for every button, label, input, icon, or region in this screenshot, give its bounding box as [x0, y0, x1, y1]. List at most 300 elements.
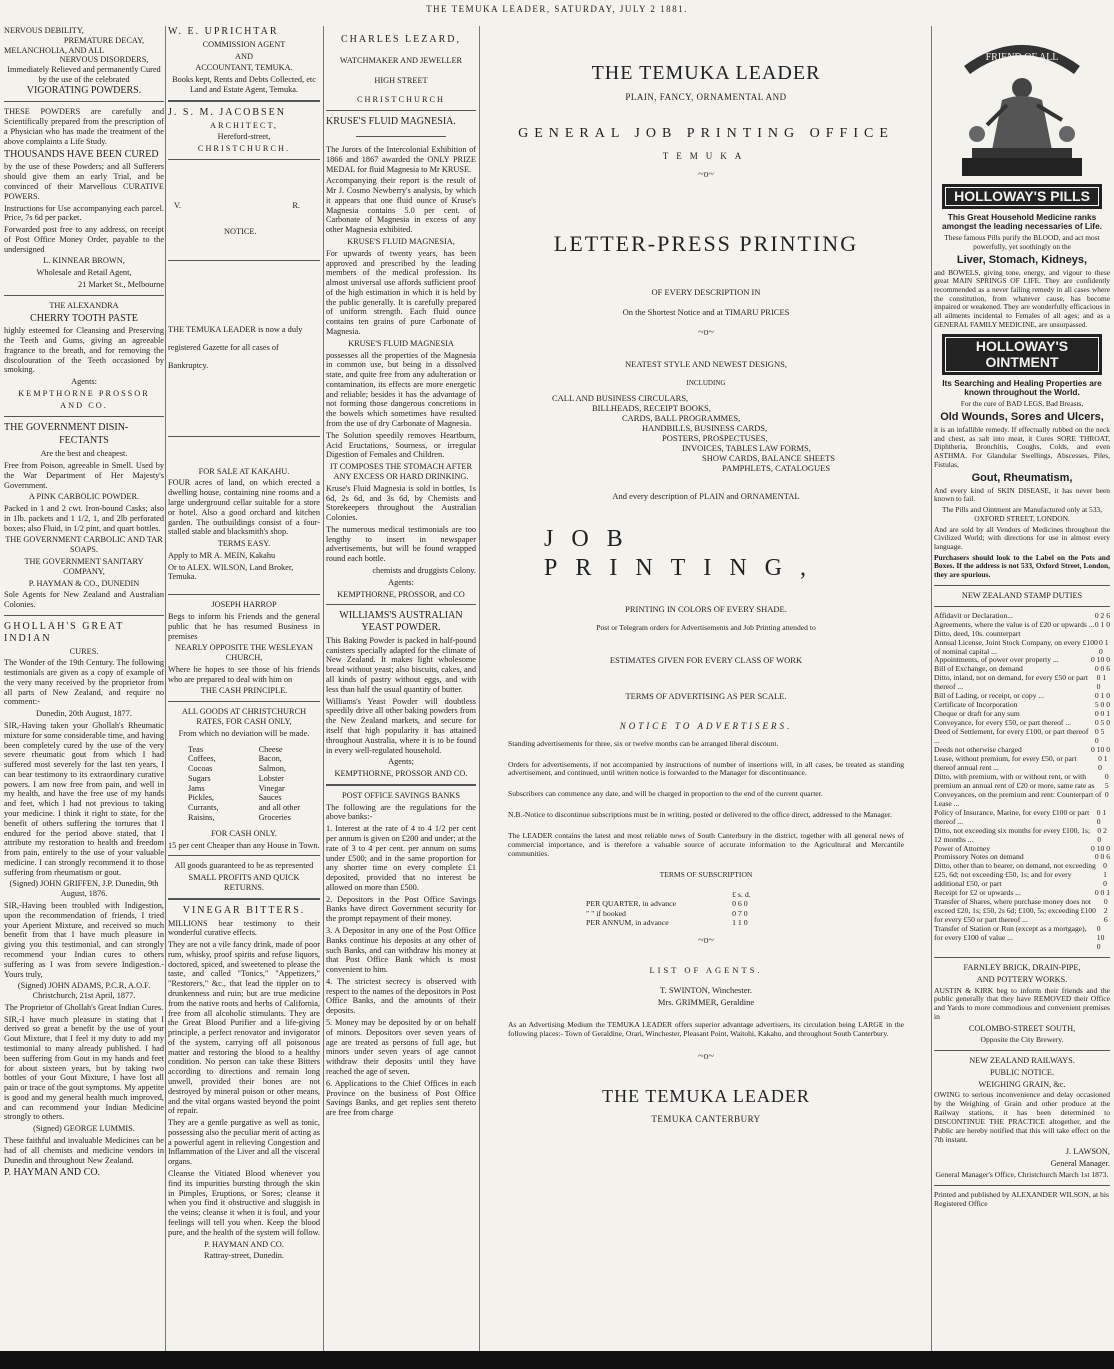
leader-line: ESTIMATES GIVEN FOR EVERY CLASS OF WORK [609, 654, 803, 665]
ad-text: 2. Depositors in the Post Office Savings Banks have direct Government security for the prompt repayment of their money. [326, 894, 476, 924]
ad-heading: Liver, Stomach, Kidneys, [956, 253, 1088, 266]
ad-text: For the cure of BAD LEGS, Bad Breasts, [960, 399, 1084, 409]
ad-text: MILLIONS bear testimony to their wonderful curative effects. [168, 918, 320, 938]
ad-line: Agents: [71, 377, 97, 387]
agent: T. SWINTON, Winchester. [660, 984, 752, 995]
leader-line: INCLUDING [686, 378, 726, 387]
ad-heading: CHERRY TOOTH PASTE [30, 312, 138, 324]
ad-text: 4. The strictest secrecy is observed with respect to the names of the depositors in Post Office Banks, and the amounts of their deposits. [326, 976, 476, 1016]
ad-text: Instructions for Use accompanying each parcel. Price, 7s 6d per packet. [4, 203, 164, 223]
ad-nervous [4, 26, 164, 290]
ad-text: And are sold by all Vendors of Medicines throughout the Civilized World; with directions for use in almost every language. [934, 524, 1110, 551]
goods-item: Vinegar [258, 783, 285, 793]
ad-line: PREMATURE DECAY, [63, 35, 145, 45]
printing-kind: PAMPHLETS, CATALOGUES [722, 463, 831, 474]
duty-amount: 0 1 0 [1099, 637, 1109, 656]
ad-text: For upwards of twenty years, has been approved and prescribed by the leading members of the medical profession. Its almost universal use affords sufficient proof of the high estimation in which it is held by the public generally. It is carefully prepared of uniform strength. Each fluid ounce contains ten grains of pure Carbonate of Magnesia. [326, 248, 476, 336]
ad-text: These famous Pills purify the BLOOD, and act most powerfully, yet soothingly on the [944, 233, 1100, 251]
ad-signature: P. HAYMAN AND CO. [204, 1239, 284, 1249]
masthead: THE TEMUKA LEADER, SATURDAY, JULY 2 1881. [426, 4, 688, 14]
list-item [934, 898, 1110, 925]
ad-text: Cleanse the Vitiated Blood whenever you find its impurities bursting through the skin in Pimples, Eruptions, or Sores; cleanse it when you find it obstructive and sluggish in the veins; cleanse it when it is foul, and your feelings will tell you when. Keep the blood pure, and the health of the system will follow. [168, 1169, 320, 1237]
ad-heading: CHARLES LEZARD, [341, 34, 461, 45]
ad-signature: (Signed) JOHN ADAMS, P.C.R, A.O.F. Christchurch, 21st April, 1877. [17, 981, 151, 1001]
list-item [934, 728, 1110, 746]
ad-text: All goods guaranteed to be as represented [174, 861, 314, 871]
ad-line: KEMPTHORNE PROSSOR [18, 389, 150, 399]
ad-text: The following are the regulations for the above banks:- [326, 802, 476, 822]
duty-amount: 0 10 0 [1091, 745, 1110, 755]
column-4-leader-ad [482, 26, 930, 1351]
subscription-amount: 0 7 0 [732, 908, 748, 918]
ad-line: P. HAYMAN & CO., DUNEDIN [28, 578, 140, 588]
ad-heading: THE GOVERNMENT SANITARY COMPANY, [24, 557, 144, 576]
ad-text: chemists and druggists Colony. [372, 565, 476, 575]
ad-text: highly esteemed for Cleansing and Preserving the Teeth and Gums, giving an agreeable fragrance to the breath, and for removing the discolouration of the Teeth occasioned by smoking. [4, 326, 164, 375]
ad-text: Books kept, Rents and Debts Collected, etc Land and Estate Agent, Temuka. [172, 75, 316, 94]
duty-label: Ditto, with premium, with or without rent, or with premium an annual rent of £20 or more, same rate as Conveyances, on the premium and rent: Counterpart of Lease ... [934, 771, 1102, 808]
divider [4, 416, 164, 417]
ad-line: CHRISTCHURCH. [197, 144, 291, 154]
printing-kind: CALL AND BUSINESS CIRCULARS, [552, 393, 689, 404]
ad-text: Dunedin, 20th August, 1877. [36, 709, 132, 719]
duty-label: Transfer of Station or Run (except as a mortgage), for every £100 of value ... [934, 924, 1087, 943]
ad-heading: Gout, Rheumatism, [971, 471, 1073, 484]
subscription-label: PER ANNUM, in advance [586, 917, 669, 927]
friend-banner: FRIEND OF ALL [985, 52, 1059, 63]
duty-amount: 0 1 0 [1094, 691, 1110, 701]
ad-text: 21 Market St., Melbourne [78, 280, 164, 289]
ad-line: COMMISSION AGENT [202, 39, 286, 49]
duty-amount: 0 0 6 [1094, 664, 1110, 674]
ad-line: HIGH STREET [374, 75, 428, 85]
goods-left [188, 745, 219, 823]
ad-text: The Solution speedily removes Heartburn, Acid Eructations, Sourness, or irregular Digestion of Females and Children. [326, 430, 476, 460]
ad-heading: KRUSE'S FLUID MAGNESIA. [326, 116, 456, 128]
duty-amount: 0 5 0 [1104, 771, 1109, 799]
divider [168, 436, 320, 437]
duty-label: Agreements, where the value is of £20 or upwards ... [934, 619, 1095, 629]
ad-ghollah [4, 621, 164, 1179]
ad-heading: KRUSE'S FLUID MAGNESIA [348, 338, 454, 348]
ad-text: possesses all the properties of the Magnesia in common use, but being in a dissolved state, and quite free from any adulteration or contamination, its effects are more energetic and reliable; besides it has the advantage of not forming those dangerous concretions in the bowels which sometimes have resulted from the use of dry Carbonate of Magnesia. [326, 350, 476, 429]
subscription-label: " " if booked [586, 908, 626, 918]
ornament: ~o~ [698, 934, 714, 946]
column-3 [326, 26, 476, 1351]
divider [4, 101, 164, 102]
ad-heading: W. E. UPRICHTAR [168, 26, 279, 37]
duty-amount: 0 10 0 [1096, 924, 1105, 951]
ad-text: 5. Money may be deposited by or on behalf of minors. Depositors over seven years of age are treated as persons of full age, but minors under seven years of age cannot withdraw their deposits until they have reached the age of seven. [326, 1018, 476, 1076]
ad-text: SIR,-I have much pleasure in stating that I derived so great a benefit by the use of your Gout Mixture, that I feel it my duty to add my testimonial to many already published. I had been suffering from Gout in my hands and feet for about sixteen years, but by taking two bottles of your Gout Mixture, I have lost all pain or trace of the gout symptoms. My appetite is good and my general health much improved, and can recommend your Indian Medicine strongly to others. [4, 1014, 164, 1122]
ad-heading: FARNLEY BRICK, DRAIN-PIPE, [963, 962, 1081, 972]
duty-label: Lease, without premium, for every £50, or part thereof annual rent ... [934, 753, 1077, 772]
ad-text: 3. A Depositor in any one of the Post Office Banks continue his deposits at any other of such Banks, and can withdraw his money at that Post Office Bank which is most convenient to him. [326, 926, 476, 975]
ad-signature: P. HAYMAN AND CO. [4, 1167, 101, 1179]
leader-line: OF EVERY DESCRIPTION IN [651, 287, 761, 298]
duty-amount: 0 0 1 [1094, 888, 1110, 898]
duty-label: Power of Attorney [934, 843, 991, 853]
ad-text: Or to ALEX. WILSON, Land Broker, Temuka. [168, 562, 294, 582]
divider [326, 784, 476, 786]
ad-text: The Proprietor of Ghollah's Great Indian Cures. [4, 1002, 164, 1012]
ad-heading: IT COMPOSES THE STOMACH AFTER ANY EXCESS OR HARD DRINKING. [330, 462, 472, 481]
list-item [934, 862, 1110, 889]
ad-sale [168, 467, 320, 583]
goods-item: Sugars [187, 773, 211, 783]
ad-heading: WILLIAMS'S AUSTRALIAN YEAST POWDER. [339, 610, 463, 634]
notice-text: The LEADER contains the latest and most reliable news of South Canterbury in the district, together with all general news of commercial importance, and is therefore a valuable source of accurate information to the Agricultural and Mercantile communities. [508, 831, 904, 859]
goods-item: Pickles, [187, 793, 215, 803]
goods-item: and all other [258, 803, 301, 813]
duty-label: Ditto, deed, 10s. counterpart [934, 628, 1021, 638]
ad-heading: NEW ZEALAND RAILWAYS. [969, 1056, 1075, 1066]
subscription-amount: 1 1 0 [732, 917, 748, 927]
subscription-label: PER QUARTER, in advance [586, 899, 677, 909]
ad-disinfectants [4, 422, 164, 610]
duty-amount: 0 1 0 [1096, 673, 1107, 692]
agent: Mrs. GRIMMER, Geraldine [657, 996, 755, 1007]
stamp-duties-list [934, 612, 1110, 952]
ad-heading: This Great Household Medicine ranks amongst the leading necessaries of Life. [942, 211, 1102, 232]
ad-line: V. [174, 200, 181, 210]
ad-line: ARCHITECT, [209, 120, 278, 130]
ad-line: THE ALEXANDRA [49, 300, 119, 310]
ad-line: AND [235, 51, 253, 61]
ad-cherry [4, 301, 164, 411]
ad-text: From which no deviation will be made. [178, 728, 310, 738]
column-rule [165, 26, 166, 1351]
divider [934, 1050, 1110, 1051]
goods-item: Jams [187, 783, 205, 793]
ad-uprichtar [168, 26, 320, 95]
list-item [934, 809, 1110, 827]
ad-heading: POST OFFICE SAVINGS BANKS [342, 790, 460, 800]
duty-amount: 0 10 0 [1091, 655, 1110, 665]
ad-lezard [326, 34, 476, 105]
duty-label: Promissory Notes on demand [934, 852, 1024, 862]
ad-heading: CURES. [69, 646, 99, 656]
ad-text: OWING to serious inconvenience and delay occasioned by the Weighing of Grain and other produce at the Railway stations, it has been determined to DISCONTINUE THE PRACTICE altogether, and the Public are hereby notified that this will take effect on the 7th instant. [934, 1090, 1110, 1145]
table-row [580, 909, 757, 918]
ad-heading: FOR CASH ONLY. [211, 828, 277, 838]
leader-location: TEMUKA [662, 150, 750, 161]
duty-label: Policy of Insurance, Marine, for every £100 or part thereof ... [934, 807, 1090, 826]
ad-text: FOUR acres of land, on which erected a dwelling house, containing nine rooms and a large underground cellar suitable for a store or hotel. Also a good orchard and kitchen garden. The outbuildings consist of a four-stalled stable and blacksmith's shop. [168, 478, 320, 537]
ad-line: MELANCHOLIA, AND ALL [4, 45, 105, 55]
duty-amount: 0 2 0 [1097, 825, 1107, 844]
ad-line: Immediately Relieved and permanently Cured by the use of the celebrated [7, 65, 161, 84]
divider [356, 136, 446, 137]
goods-list [168, 745, 320, 823]
job-printing-heading: JOB PRINTING, [544, 526, 824, 581]
printing-kind: BILLHEADS, RECEIPT BOOKS, [592, 403, 711, 414]
list-item [934, 639, 1110, 657]
ad-line: ACCOUNTANT, TEMUKA. [195, 63, 293, 73]
subscription-amount: 0 6 0 [732, 899, 748, 909]
ad-text: Sole Agents for New Zealand and Australian Colonies. [4, 590, 164, 610]
ad-text: Kruse's Fluid Magnesia is sold in bottles, 1s 6d, 2s 6d, and 3s 6d, by Chemists and Storekeepers throughout the Australian Colonies. [326, 483, 476, 523]
duty-amount: 0 1 0 [1103, 861, 1107, 889]
duty-amount: 0 0 6 [1094, 852, 1110, 862]
ad-text: 1. Interest at the rate of 4 to 4 1/2 per cent per annum is given on £200 and under; at the rate of 3 to 4 per cent. per annum on sums under £500; and in the same proportion for any shorter time on every complete £1 deposited, provided that no interest be allowed on more than £500. [326, 824, 476, 892]
duty-label: Transfer of Shares, where purchase money does not exceed £20, 1s; £50, 2s 6d; £100, 5s; exceeding £100 for every £50 or part thereof ... [934, 897, 1096, 925]
ad-vr-notice [168, 165, 320, 255]
divider [326, 110, 476, 111]
ad-line: TERMS EASY. [217, 539, 271, 549]
duty-label: Deed of Settlement, for every £100, or part thereof ... [934, 727, 1089, 746]
leader-footer-subtitle: TEMUKA CANTERBURY [651, 1113, 761, 1124]
leader-footer-title: THE TEMUKA LEADER [602, 1086, 810, 1107]
ad-heading: THOUSANDS HAVE BEEN CURED [4, 148, 159, 160]
ad-line: Agents; [388, 757, 414, 767]
column-rule [931, 26, 932, 1351]
ad-line: WATCHMAKER AND JEWELLER [339, 55, 463, 65]
ornament: ~o~ [698, 169, 714, 181]
ad-text: General Manager. [1050, 1158, 1110, 1168]
duty-label: Ditto, inland, not on demand, for every £50 or part thereof ... [934, 673, 1088, 692]
ad-text: The Jurors of the Intercolonial Exhibition of 1866 and 1867 awarded the ONLY PRIZE MEDAL for fluid Magnesia to Mr KRUSE. [326, 144, 476, 174]
ad-text: Where he hopes to see those of his friends who are prepared to deal with him on [168, 664, 320, 684]
ad-gazette [168, 321, 320, 376]
leader-line: NEATEST STYLE AND NEWEST DESIGNS, [625, 358, 787, 369]
leader-line: And every description of PLAIN and ORNAMENTAL [612, 491, 800, 502]
table-row [580, 899, 757, 908]
list-item [934, 674, 1110, 692]
subscription-units: £ s. d. [732, 890, 751, 900]
ad-heading: PUBLIC NOTICE. [989, 1067, 1055, 1077]
list-item [934, 925, 1110, 952]
leader-title: THE TEMUKA LEADER [591, 62, 821, 84]
divider [934, 1185, 1110, 1186]
ad-text: 15 per cent Cheaper than any House in Town. [168, 840, 320, 850]
divider [168, 159, 320, 160]
ad-heading: GHOLLAH'S GREAT INDIAN [4, 620, 125, 644]
printing-kinds [552, 393, 930, 473]
notice-text: N.B.-Notice to discontinue subscriptions must be in writing, posted or delivered to the office direct, addressed to the Manager. [508, 810, 892, 820]
ad-signature: L. KINNEAR BROWN, [43, 256, 125, 266]
notice-text: Subscribers can commence any date, and will be charged in proportion to the end of the current quarter. [508, 789, 823, 799]
goods-item: Currants, [187, 803, 219, 813]
ad-line: Hereford-street, [217, 132, 271, 142]
ad-text: Opposite the City Brewery. [980, 1035, 1064, 1045]
goods-item: Salmon, [258, 764, 286, 774]
ad-heading: FECTANTS [59, 435, 109, 447]
ad-text: The Pills and Ointment are Manufactured only at 533, OXFORD STREET, LONDON. [942, 505, 1102, 523]
ad-text: Rattray-street, Dunedin. [204, 1251, 284, 1261]
ad-text: The Wonder of the 19th Century. The following testimonials are given as a copy of example of the very many received by the proprietor from all parts of New Zealand, and require no comment:- [4, 658, 164, 707]
duty-amount: 0 1 0 [1098, 753, 1108, 772]
ad-line: R. [292, 200, 300, 210]
subscription-table [580, 890, 930, 927]
ad-text: THESE POWDERS are carefully and Scientifically prepared from the prescription of a Physician who has made the treatment of the above complaints a Life Study. [4, 107, 164, 146]
leader-line: PRINTING IN COLORS OF EVERY SHADE. [625, 603, 787, 614]
holloway-engraving-icon [947, 30, 1097, 180]
divider [168, 701, 320, 702]
divider [934, 957, 1110, 958]
ad-williams [326, 610, 476, 779]
duty-label: Certificate of Incorporation [934, 700, 1018, 710]
subscription-heading: TERMS OF SUBSCRIPTION [659, 870, 753, 880]
ad-heading: FOR SALE AT KAKAHU. [198, 466, 290, 476]
ad-text: General Manager's Office, Christchurch March 1st 1873. [935, 1169, 1109, 1179]
ad-heading: SMALL PROFITS AND QUICK RETURNS. [188, 873, 300, 892]
ad-text: AUSTIN & KIRK beg to inform their friends and the public generally that they have REMOVED their Office and Yards to more commodious and convenient premises in [934, 985, 1110, 1022]
goods-item: Teas [187, 744, 204, 754]
notice-text: Orders for advertisements, if not accompanied by instructions of number of insertions will, in all cases, be treated as standing advertisement, and continued, until written notice is forwarded to the Manager for discontinuance. [508, 759, 904, 778]
leader-line: Post or Telegram orders for Advertisements and Job Printing attended to [596, 622, 816, 632]
ad-line: AND CO. [60, 400, 108, 410]
ad-heading: VIGORATING POWDERS. [26, 84, 142, 96]
column-2 [168, 26, 320, 1351]
holloway-pills-badge: HOLLOWAY'S PILLS [942, 184, 1102, 209]
ad-signature: KEMPTHORNE, PROSSOR, and CO [337, 589, 465, 599]
ad-heading: WEIGHING GRAIN, &c. [978, 1079, 1066, 1089]
printing-kind: INVOICES, TABLES LAW FORMS, [682, 443, 811, 454]
ad-text: and BOWELS, giving tone, energy, and vigour to these great MAIN SPRINGS OF LIFE. They are confidently recommended as a never failing remedy in all cases where the constitution, from whatever cause, has become impaired or weakened. They are wonderfully efficacious in all ailments incidental to Females of all ages; and as a GENERAL FAMILY MEDICINE, are unsurpassed. [934, 267, 1110, 329]
ad-heading: A PINK CARBOLIC POWDER. [28, 492, 140, 502]
duty-label: Appointments, of power over property ... [934, 655, 1059, 665]
ad-text: Apply to MR A. MEIN, Kakahu [168, 550, 276, 560]
ad-text: Are the best and cheapest. [40, 449, 128, 459]
duty-amount: 0 2 6 [1103, 897, 1108, 925]
holloway-ointment-badge: HOLLOWAY'S OINTMENT [942, 334, 1102, 375]
ad-text: And every kind of SKIN DISEASE, it has never been known to fail. [934, 485, 1110, 504]
divider [168, 260, 320, 261]
divider [4, 295, 164, 296]
ad-text: Free from Poison, agreeable in Smell. Used by the War Department of Her Majesty's Government. [4, 460, 164, 490]
table-row [580, 918, 757, 927]
duty-label: Ditto, not exceeding six months for every £100, 1s; 12 months ... [934, 825, 1091, 844]
divider [168, 594, 320, 595]
ad-heading: ALL GOODS AT CHRISTCHURCH RATES, FOR CASH ONLY, [181, 707, 307, 726]
ad-text: SIR,-Having taken your Ghollah's Rheumatic mixture for some considerable time, and having been completely cured by the use of the very severe rheumatic gout from which I had suffered most severely for the last ten years, I can bear testimony to its extraordinary curative powers. I am now free from pain, and well in my health, and have the free use of my hands and feet, which I had not previous to taking your medicine. I think it right to state, for the benefit of others suffering the tortures that I endured for the period above stated, that I attribute my restoration to health and freedom from pain, entirely to the use of your valuable medicine. I can strongly recommend it to those suffering from rheumatism or gout. [4, 720, 164, 877]
ad-heading: VINEGAR BITTERS. [182, 904, 306, 916]
ad-harrop [168, 600, 320, 893]
ornament: ~o~ [698, 327, 714, 339]
letterpress-heading: LETTER-PRESS PRINTING [553, 231, 859, 257]
ad-text: Williams's Yeast Powder will doubtless speedily drive all other baking powders from the New Zealand markets, and secure for itself that high popularity it has attained throughout Australia, where it is to be found in every well-regulated household. [326, 696, 476, 755]
goods-item: Coffees, [187, 754, 216, 764]
imprint: Printed and published by ALEXANDER WILSON, at his Registered Office [934, 1189, 1109, 1208]
ad-line: NERVOUS DEBILITY, [4, 26, 84, 35]
ad-text: Wholesale and Retail Agent, [36, 268, 132, 278]
divider [326, 604, 476, 605]
ad-signature: J. LAWSON, [1065, 1147, 1110, 1157]
goods-item: Bacon, [258, 754, 282, 764]
ad-line: NOTICE. [224, 226, 257, 236]
ad-signature: KEMPTHORNE, PROSSOR AND CO. [334, 769, 468, 779]
ad-jacobsen [168, 107, 320, 154]
ad-signature: (Signed) JOHN GRIFFEN, J.P. Dunedin, 9th August, 1876. [9, 879, 159, 899]
ad-text: SIR,-Having been troubled with Indigestion, upon the recommendation of friends, I tried your Aperient Mixture, and received so much benefit from that I have much pleasure in giving you this testimonial, and can strongly recommend your Indian cures to others suffering as I was from severe Indigestion.-Yours truly, [4, 901, 164, 979]
leader-line: TERMS OF ADVERTISING AS PER SCALE. [625, 690, 787, 701]
ad-text: Packed in 1 and 2 cwt. Iron-bound Casks; also in 1lb. packets and 1 1/2, 1, and 2lb perforated boxes; also Fluid, in 1/2 pint, and quart bottles. [4, 504, 164, 533]
goods-item: Sauces [258, 793, 282, 803]
ad-text: They are a gentle purgative as well as tonic, possessing also the peculiar merit of acting as a powerful agent in relieving Congestion and Inflammation of the Liver and all the visceral organs. [168, 1118, 320, 1167]
ad-heading: J. S. M. JACOBSEN [168, 106, 286, 118]
column-rule [323, 26, 324, 1351]
ad-heading: NEW ZEALAND STAMP DUTIES [961, 590, 1083, 600]
ad-text: Forwarded post free to any address, on receipt of Post Office Money Order, payable to the undersigned [4, 225, 164, 254]
duty-amount: 0 2 6 [1094, 610, 1110, 620]
ad-heading: AND POTTERY WORKS. [976, 974, 1068, 984]
notice-text: As an Advertising Medium the TEMUKA LEADER offers superior advantage advertisers, its circulation being LARGE in the following places:- Town of Geraldine, Orari, Winchester, Pleasant Point, Waitohi, Kakahu, and throughout South Canterbury. [508, 1019, 904, 1038]
ad-text: Purchasers should look to the Label on the Pots and Boxes. If the address is not 533, Oxford Street, London, they are spurious. [934, 552, 1110, 580]
duty-amount: 0 1 0 [1096, 807, 1107, 826]
duty-amount: 0 1 0 [1094, 619, 1110, 629]
ad-heading: THE GOVERNMENT DISIN- [4, 421, 129, 433]
duty-label: Deeds not otherwise charged [934, 745, 1022, 755]
ad-text: They are not a vile fancy drink, made of poor rum, whisky, proof spirits and refuse liquors, doctored, spiced, and sweetened to please the taste, and called "Tonics," "Appetizers," "Restorers," &c., that lead the tippler on to drunkenness and ruin; but are true medicine from the native roots and herbs of California, free from all alcoholic stimulants. They are the Great Blood Purifier and a life-giving principle, a perfect renovator and invigorator of the system, carrying off all poisonous matter and restoring the blood to a healthy condition. No person can take these Bitters according to directions and remain long unwell, provided their bones are not destroyed by mineral poison or other means, and the vital organs wasted beyond the point of repair. [168, 940, 320, 1116]
printing-kind: CARDS, BALL PROGRAMMES, [622, 413, 741, 424]
ad-heading: THE CASH PRINCIPLE. [200, 686, 288, 696]
printing-kind: POSTERS, PROSPECTUSES, [662, 433, 768, 444]
leader-line: On the Shortest Notice and at TIMARU PRICES [622, 307, 790, 318]
goods-item: Cheese [258, 744, 283, 754]
duty-label: Bill of Exchange, on demand [934, 664, 1023, 674]
ad-text: THE TEMUKA LEADER is now a duly registered Gazette for all cases of Bankruptcy. [168, 324, 303, 371]
duty-label: Conveyance, for every £50, or part thereof ... [934, 718, 1072, 728]
list-item [934, 773, 1110, 809]
ad-heading: Old Wounds, Sores and Ulcers, [940, 410, 1104, 423]
ad-kruse [326, 116, 476, 599]
divider [168, 100, 320, 102]
divider [4, 615, 164, 616]
duty-amount: 0 5 0 [1094, 718, 1110, 728]
duty-amount: 0 10 0 [1091, 843, 1110, 853]
ad-heading: THE GOVERNMENT CARBOLIC AND TAR SOAPS. [5, 535, 163, 555]
duty-amount: 0 5 0 [1094, 727, 1105, 746]
page-bottom-edge [0, 1351, 1114, 1369]
goods-item: Cocoas [187, 764, 213, 774]
ad-text: it is an infallible remedy. If effectually rubbed on the neck and chest, as salt into meat, it Cures SORE THROAT, Diphtheria, Bronchitis, Coughs, Colds, and even ASTHMA. For Glandular Swellings, Abscesses, Piles, Fistulas, [934, 424, 1110, 469]
ad-text: Accompanying their report is the result of Mr J. Cosmo Newberry's analysis, by which it appears that one fluid ounce of Kruse's Magnesia contains 5.0 per cent. of Carbonate of Magnesia in excess of any other Magnesia exhibited. [326, 176, 476, 235]
ad-heading: KRUSE'S FLUID MAGNESIA, [347, 236, 455, 246]
goods-right [259, 745, 300, 823]
ad-line: CHRISTCHURCH [356, 95, 446, 105]
leader-office-heading: GENERAL JOB PRINTING OFFICE [518, 126, 894, 142]
list-item [934, 755, 1110, 773]
divider [168, 898, 320, 900]
duty-label: Bill of Lading, or receipt, or copy ... [934, 691, 1045, 701]
duty-label: Annual License, Joint Stock Company, on every £100 of nominal capital ... [934, 637, 1098, 656]
divider [168, 855, 320, 856]
divider [934, 585, 1110, 586]
duty-label: Ditto, other than to bearer, on demand, not exceeding £25, 6d; not exceeding £50, 1s; and for every additional £50, or part [934, 861, 1096, 889]
printing-kind: HANDBILLS, BUSINESS CARDS, [642, 423, 768, 434]
ad-signature: (Signed) GEORGE LUMMIS. [33, 1124, 135, 1134]
duty-amount: 5 0 0 [1094, 700, 1110, 710]
list-item [934, 827, 1110, 845]
ornament: ~o~ [698, 1050, 714, 1062]
printing-kind: SHOW CARDS, BALANCE SHEETS [702, 453, 836, 464]
duty-label: Affidavit or Declaration... [934, 610, 1013, 620]
notice-text: Standing advertisements for three, six or twelve months can be arranged liberal discount. [508, 738, 779, 748]
duty-label: Cheque or draft for any sum [934, 709, 1020, 719]
ad-text: This Baking Powder is packed in half-pound canisters specially adapted for the climate of New Zealand. It makes light wholesome bread without yeast; also biscuits, cakes, and all kinds of pastry without eggs, and with less than half the usual quantity of butter. [326, 635, 476, 694]
ad-text: 6. Applications to the Chief Offices in each Province on the business of Post Office Savings Banks, and get replies sent thereto are free from charge [326, 1078, 476, 1118]
ad-post-office-savings [326, 791, 476, 1118]
column-rule [479, 26, 480, 1351]
duty-amount: 0 0 1 [1094, 709, 1110, 719]
ad-heading: NEARLY OPPOSITE THE WESLEYAN CHURCH, [175, 643, 313, 663]
agents-heading: LIST OF AGENTS. [649, 964, 763, 975]
divider [934, 606, 1110, 607]
duty-label: Receipt for £2 or upwards ... [934, 888, 1021, 898]
ad-text: These faithful and invaluable Medicines can be had of all chemists and medicine vendors in Dunedin and throughout New Zealand. [4, 1136, 164, 1165]
goods-item: Lobster [258, 773, 284, 783]
